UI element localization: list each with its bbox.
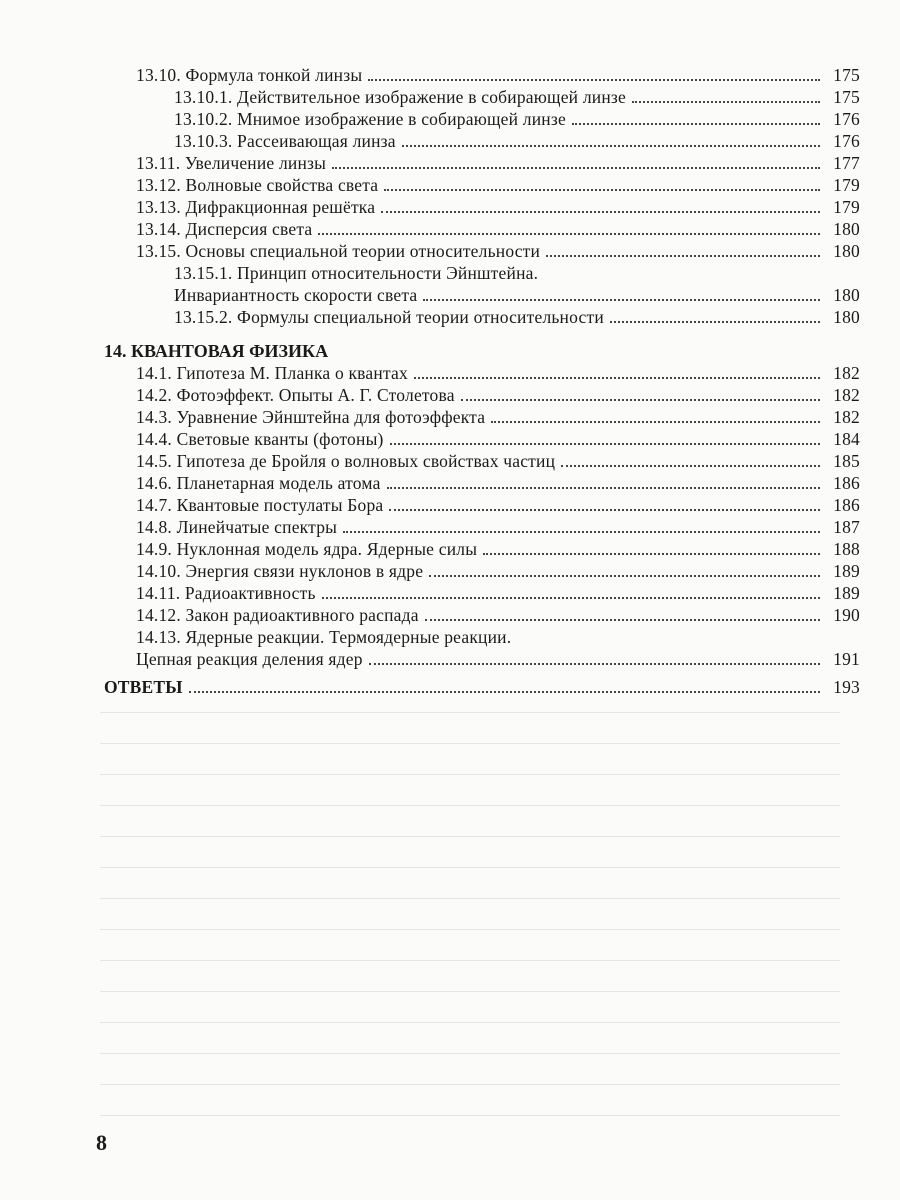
toc-entry-title: 13.13. Дифракционная решётка <box>136 197 376 217</box>
toc-entry-page: 177 <box>833 153 860 173</box>
toc-entry[interactable] <box>104 218 860 240</box>
table-of-contents <box>104 64 860 698</box>
toc-entry[interactable] <box>104 384 860 406</box>
toc-entry-title: 14.1. Гипотеза М. Планка о квантах <box>136 363 408 383</box>
dot-leader <box>402 145 820 147</box>
toc-entry-title: 14.7. Квантовые постулаты Бора <box>136 495 384 515</box>
toc-entry[interactable] <box>104 108 860 130</box>
dot-leader <box>368 79 820 81</box>
dot-leader <box>343 531 820 533</box>
toc-entry-page: 189 <box>833 561 860 581</box>
toc-entry[interactable] <box>104 538 860 560</box>
toc-entry[interactable] <box>104 472 860 494</box>
dot-leader <box>389 509 820 511</box>
toc-entry[interactable] <box>104 604 860 626</box>
toc-entry[interactable] <box>104 516 860 538</box>
toc-entry-title: 14.10. Энергия связи нуклонов в ядре <box>136 561 424 581</box>
toc-entry-page: 193 <box>833 677 860 697</box>
toc-entry-title: Цепная реакция деления ядер <box>136 649 363 669</box>
toc-entry-page: 182 <box>833 385 860 405</box>
toc-entry-title: 13.10.1. Действительное изображение в собирающей линзе <box>174 87 626 107</box>
toc-entry-title: 13.11. Увеличение линзы <box>136 153 327 173</box>
toc-entry-title: 14.6. Планетарная модель атома <box>136 473 381 493</box>
toc-entry-continued-line: 13.15.1. Принцип относительности Эйнштейна. <box>174 263 539 283</box>
toc-entry-page: 191 <box>833 649 860 669</box>
toc-entry-title: 13.10.3. Рассеивающая линза <box>174 131 396 151</box>
toc-entry[interactable] <box>104 284 860 306</box>
toc-entry-title: 14.4. Световые кванты (фотоны) <box>136 429 384 449</box>
toc-entry-title: 13.10.2. Мнимое изображение в собирающей линзе <box>174 109 566 129</box>
toc-entry-page: 175 <box>833 65 860 85</box>
toc-entry-title: 14.12. Закон радиоактивного распада <box>136 605 419 625</box>
toc-entry-page: 188 <box>833 539 860 559</box>
toc-entry[interactable] <box>104 648 860 670</box>
toc-entry-answers[interactable] <box>104 676 860 698</box>
dot-leader <box>425 619 820 621</box>
toc-entry-page: 185 <box>833 451 860 471</box>
dot-leader <box>332 167 820 169</box>
toc-entry[interactable] <box>104 560 860 582</box>
dot-leader <box>381 211 820 213</box>
toc-entry[interactable] <box>104 64 860 86</box>
toc-entry-title: 14.8. Линейчатые спектры <box>136 517 338 537</box>
toc-entry[interactable] <box>104 240 860 262</box>
toc-entry-page: 176 <box>833 131 860 151</box>
dot-leader <box>369 663 820 665</box>
dot-leader <box>423 299 820 301</box>
bleed-through-background <box>100 690 840 1130</box>
toc-entry-title: Инвариантность скорости света <box>174 285 418 305</box>
toc-entry-continued-line: 14.13. Ядерные реакции. Термоядерные реакции. <box>136 627 512 647</box>
section-heading[interactable]: 14. КВАНТОВАЯ ФИЗИКА <box>104 341 329 361</box>
toc-section-14-entries <box>104 362 860 626</box>
toc-entry-title: 14.3. Уравнение Эйнштейна для фотоэффекта <box>136 407 486 427</box>
dot-leader <box>546 255 820 257</box>
toc-entry-title: 13.10. Формула тонкой линзы <box>136 65 363 85</box>
toc-entry-page: 187 <box>833 517 860 537</box>
toc-entry[interactable] <box>104 130 860 152</box>
toc-entry-page: 180 <box>833 219 860 239</box>
toc-entry[interactable] <box>104 450 860 472</box>
dot-leader <box>483 553 820 555</box>
dot-leader <box>384 189 820 191</box>
toc-entry[interactable] <box>104 494 860 516</box>
toc-entry-title: 13.12. Волновые свойства света <box>136 175 379 195</box>
toc-entry-page: 180 <box>833 241 860 261</box>
toc-entry-page: 186 <box>833 495 860 515</box>
toc-entry[interactable] <box>104 86 860 108</box>
toc-entry-page: 180 <box>833 285 860 305</box>
dot-leader <box>387 487 820 489</box>
toc-entry-page: 189 <box>833 583 860 603</box>
toc-entry-page: 179 <box>833 197 860 217</box>
dot-leader <box>390 443 820 445</box>
toc-entry-title: 14.11. Радиоактивность <box>136 583 316 603</box>
toc-entry-title: 13.15.2. Формулы специальной теории относительности <box>174 307 604 327</box>
page-number: 8 <box>96 1130 107 1155</box>
toc-entry-page: 186 <box>833 473 860 493</box>
toc-entry-page: 179 <box>833 175 860 195</box>
toc-entry[interactable] <box>104 174 860 196</box>
toc-entry-page: 182 <box>833 407 860 427</box>
toc-entry-title: 14.2. Фотоэффект. Опыты А. Г. Столетова <box>136 385 455 405</box>
toc-entry[interactable] <box>104 306 860 328</box>
toc-entry-page: 182 <box>833 363 860 383</box>
toc-entry-title: 13.14. Дисперсия света <box>136 219 313 239</box>
dot-leader <box>318 233 820 235</box>
toc-entry-title: 14.9. Нуклонная модель ядра. Ядерные силы <box>136 539 478 559</box>
toc-entry[interactable] <box>104 406 860 428</box>
toc-entry-title: 13.15. Основы специальной теории относительности <box>136 241 541 261</box>
toc-entry-page: 175 <box>833 87 860 107</box>
toc-entry[interactable] <box>104 362 860 384</box>
toc-entry-page: 176 <box>833 109 860 129</box>
dot-leader <box>491 421 820 423</box>
dot-leader <box>461 399 820 401</box>
dot-leader <box>322 597 820 599</box>
toc-entry-page: 180 <box>833 307 860 327</box>
toc-entry[interactable] <box>104 196 860 218</box>
dot-leader <box>572 123 820 125</box>
toc-entry[interactable] <box>104 428 860 450</box>
dot-leader <box>610 321 820 323</box>
toc-entry-title: ОТВЕТЫ <box>104 677 183 697</box>
dot-leader <box>414 377 820 379</box>
toc-entry-title: 14.5. Гипотеза де Бройля о волновых свойствах частиц <box>136 451 556 471</box>
toc-section-13-entries <box>104 64 860 262</box>
toc-entry-page: 190 <box>833 605 860 625</box>
toc-entry-page: 184 <box>833 429 860 449</box>
dot-leader <box>189 691 820 693</box>
toc-entry[interactable] <box>104 152 860 174</box>
dot-leader <box>632 101 820 103</box>
dot-leader <box>561 465 820 467</box>
dot-leader <box>429 575 820 577</box>
toc-entry[interactable] <box>104 582 860 604</box>
